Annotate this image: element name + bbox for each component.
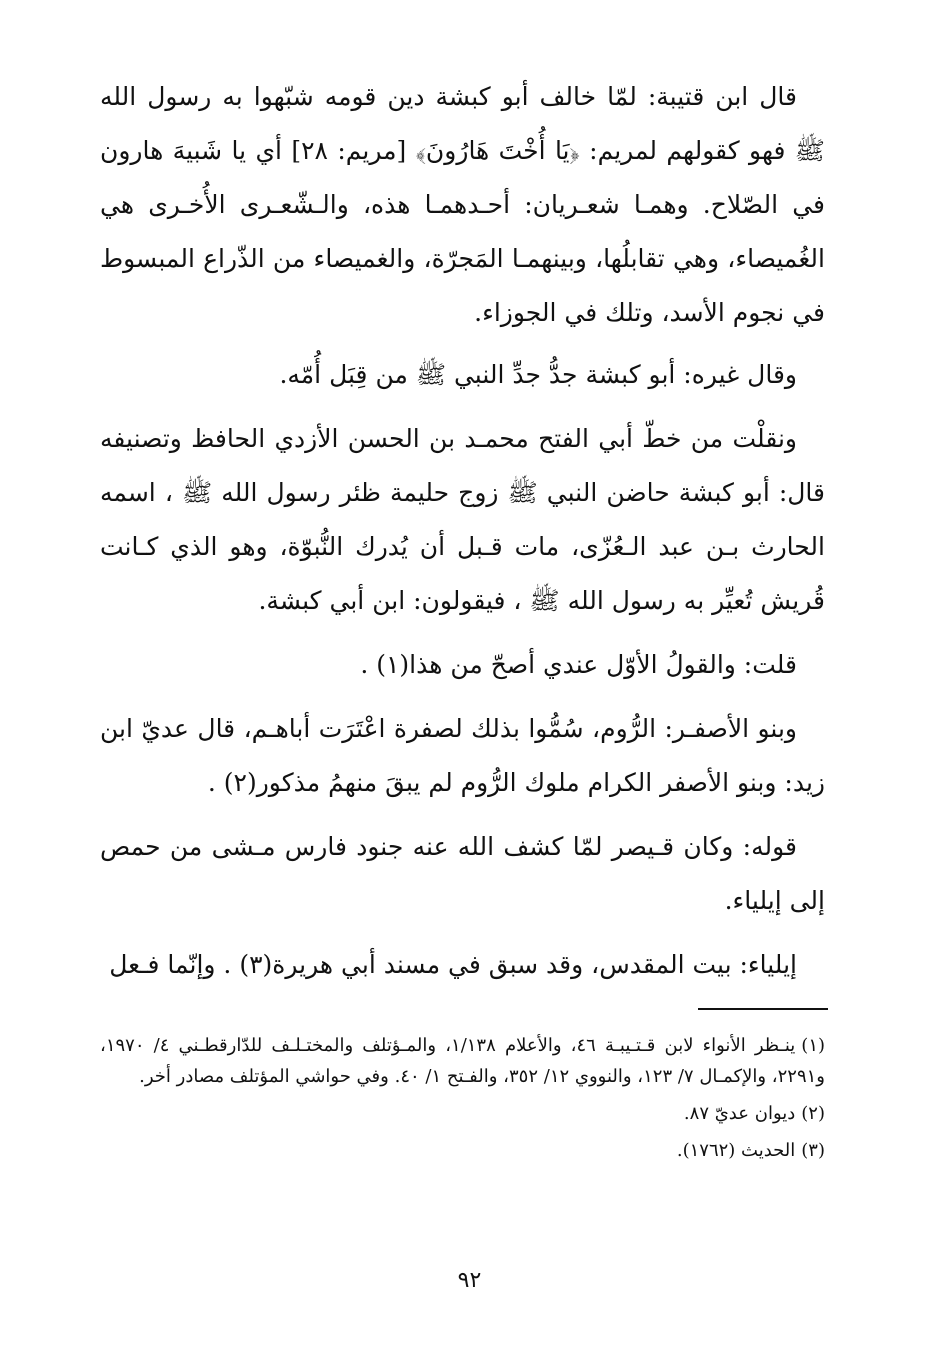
paragraph-azdi-quote: ونقلْت من خطّ أبي الفتح محمـد بن الحسن الأزدي الحافظ وتصنيفه قال: أبو كبشة حاضن النبي ﷺ زوج حليمة ظئر رسول الله ﷺ ، اسمه الحارث بـن عبد الـعُزّى، مات قـبل أن يُدرك النُّبوّة، وهو الذي كـانت قُريش تُعيِّر به رسول الله ﷺ ، فيقولون: ابن أبي كبشة. (100, 424, 825, 615)
footnotes (100, 1030, 825, 1172)
footnote-number: (٣) (801, 1140, 825, 1161)
page-number: ٩٢ (457, 1268, 482, 1293)
paragraph-author-opinion: قلت: والقولُ الأوّل عندي أصحّ من هذا(١) . (360, 650, 797, 679)
footnote-number: (٢) (801, 1103, 825, 1124)
paragraph-banu-asfar: وبنو الأصفـر: الرُّوم، سُمُّوا بذلك لصفرة اعْتَرَت أباهـم، قال عديّ ابن زيد: وبنو الأصفر الكرام ملوك الرُّوم لم يبقَ منهمُ مذكور(٢) . (100, 714, 825, 797)
paragraph-ibn-qutayba: قال ابن قتيبة: لمّا خالف أبو كبشة دين قومه شبّهوا به رسول الله ﷺ فهو كقولهم لمريم: ﴿يَا أُخْتَ هَارُونَ﴾ [مريم: ٢٨] أي يا شَبيهَ هارون في الصّلاح. وهمـا شعـريان: أحـدهمـا هذه، والـشّعـرى الأُخـرى هي الغُميصاء، وهي تقابلُها، وبينهمـا المَجرّة، والغميصاء من الذّراع المبسوط في نجوم الأسد، وتلك في الجوزاء. (100, 82, 826, 327)
footnote-separator (698, 1008, 828, 1010)
footnote-text: ينـظر الأنواء لابن قـتـيبـة ٤٦، والأعلام ١/١٣٨، والمـؤتلف والمختـلـف للدّارقطـني ٤/ ١٩٧٠، و٢٢٩١، والإكمـال ٧/ ١٢٣، والنووي ١٢/ ٣٥٢، والفـتح ١/ ٤٠. وفي حواشي المؤتلف مصادر أخر. (100, 1035, 825, 1087)
footnote-item (100, 1030, 825, 1092)
paragraph-iliya: إيلياء: بيت المقدس، وقد سبق في مسند أبي هريرة(٣) . وإنّما فـعل (109, 950, 797, 979)
footnote-item (100, 1135, 825, 1166)
paragraph-qaysar: قوله: وكان قـيصر لمّا كشف الله عنه جنود فارس مـشى من حمص إلى إيلياء. (100, 832, 825, 915)
footnote-text: ديوان عديّ ٨٧. (683, 1103, 796, 1124)
paragraph-other-saying: وقال غيره: أبو كبشة جدُّ جدِّ النبي ﷺ من قِبَل أُمّه. (279, 360, 797, 389)
footnote-text: الحديث (١٧٦٢). (676, 1140, 796, 1161)
footnote-number: (١) (801, 1035, 826, 1056)
main-text (100, 70, 825, 1002)
footnote-item (100, 1098, 825, 1129)
